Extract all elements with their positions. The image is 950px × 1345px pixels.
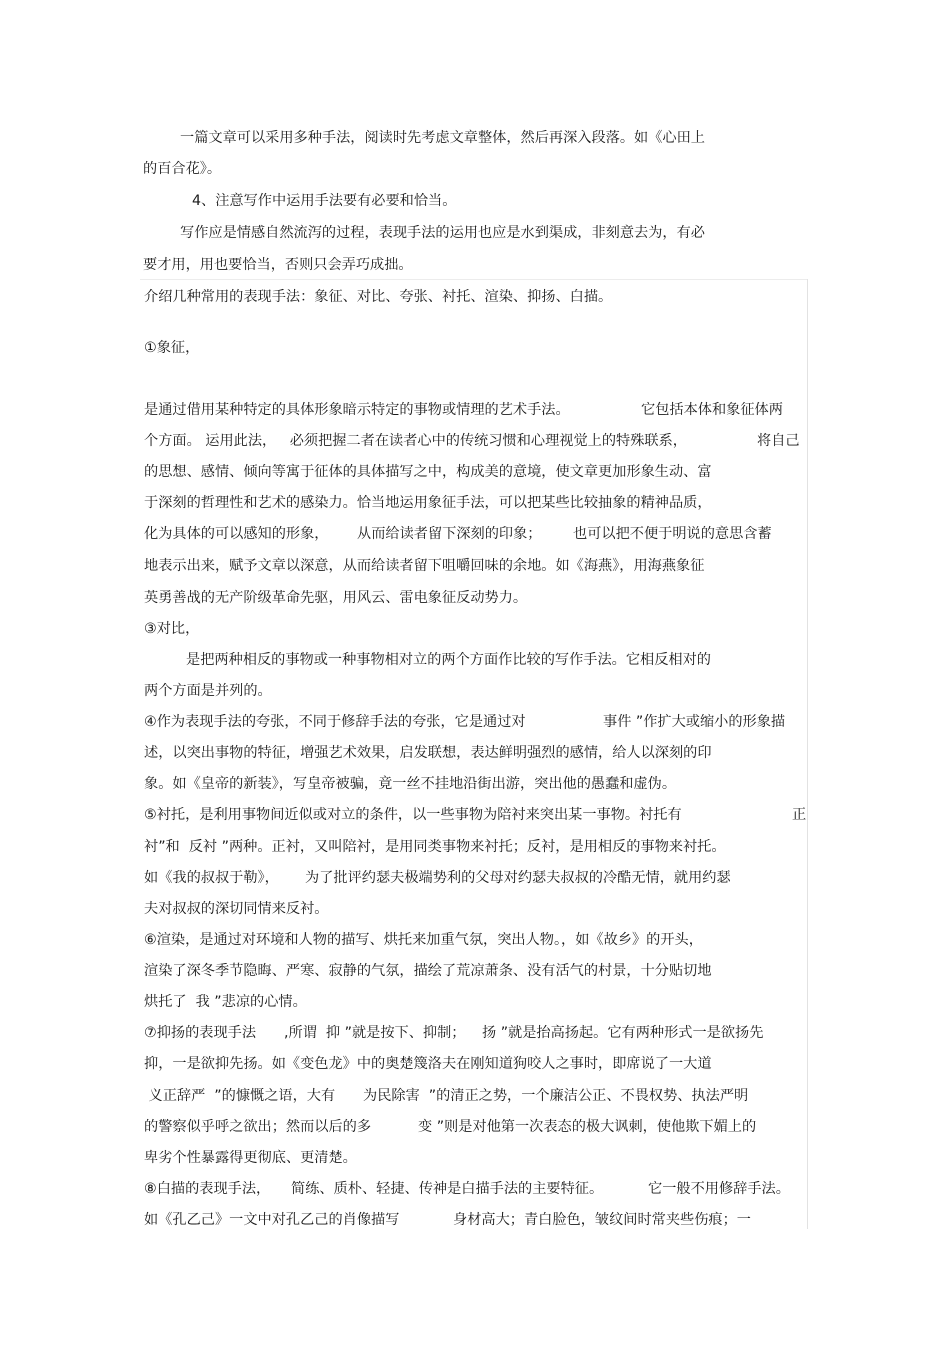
restraint-line-2: 抑，一是欲抑先扬。如《变色龙》中的奥楚篾洛夫在刚知道狗咬人之事时，即席说了一大道	[144, 1056, 712, 1072]
foil-line-3b: 为了批评约瑟夫极端势利的父母对约瑟夫叔叔的冷酷无情，就用约瑟	[305, 870, 731, 886]
paragraph-line-2: 要才用，用也要恰当，否则只会弄巧成拙。	[143, 257, 413, 273]
contrast-line-2: 两个方面是并列的。	[144, 683, 272, 699]
sketch-line-2b: 身材高大；青白脸色，皱纹间时常夹些伤痕；一	[453, 1212, 751, 1228]
rendering-line-3: 烘托了 我 ”悲凉的心情。	[144, 994, 307, 1010]
restraint-line-4b: 变 ”则是对他第一次表态的极大讽刺，使他欺下媚上的	[418, 1119, 757, 1135]
symbolism-line-2a: 个方面。 运用此法， 必须把握二者在读者心中的传统习惯和心理视觉上的特殊联系，	[144, 433, 687, 449]
sketch-line-1b: 简练、质朴、轻捷、传神是白描手法的主要特征。	[291, 1181, 604, 1197]
exaggeration-line-1b: 事件 ”作扩大或缩小的形象描	[603, 714, 786, 730]
section-heading-4: 4、注意写作中运用手法要有必要和恰当。	[192, 193, 457, 209]
box-intro-line: 介绍几种常用的表现手法：象征、对比、夸张、衬托、渲染、抑扬、白描。	[144, 289, 613, 305]
sketch-line-1c: 它一般不用修辞手法。	[648, 1181, 790, 1197]
exaggeration-line-2: 述，以突出事物的特征，增强艺术效果，启发联想，表达鲜明强烈的感情，给人以深刻的印	[144, 745, 712, 761]
intro-line-2: 的百合花》。	[143, 161, 222, 177]
symbolism-line-4: 于深刻的哲理性和艺术的感染力。恰当地运用象征手法，可以把某些比较抽象的精神品质，	[144, 495, 712, 511]
sketch-line-2a: 如《孔乙己》一文中对孔乙己的肖像描写	[144, 1212, 400, 1228]
foil-line-1a: ⑤衬托，是利用事物间近似或对立的条件，以一些事物为陪衬来突出某一事物。衬托有	[144, 807, 682, 823]
restraint-line-3a: 义正辞严 ”的慷慨之语，大有	[144, 1088, 336, 1104]
symbolism-line-6: 地表示出来，赋予文章以深意，从而给读者留下咀嚼回味的余地。如《海燕》，用海燕象征	[144, 558, 705, 574]
rendering-line-1: ⑥渲染，是通过对环境和人物的描写、烘托来加重气氛，突出人物。，如《故乡》的开头，	[144, 932, 703, 948]
box-right-border	[807, 279, 808, 1229]
heading-symbolism: ①象征，	[144, 340, 200, 356]
symbolism-line-1a: 是通过借用某种特定的具体形象暗示特定的事物或情理的艺术手法。	[144, 402, 570, 418]
symbolism-line-5c: 也可以把不便于明说的意思含蓄	[573, 526, 772, 542]
restraint-line-1a: ⑦抑扬的表现手法	[144, 1025, 257, 1041]
box-top-border	[140, 279, 808, 280]
symbolism-line-5b: 从而给读者留下深刻的印象；	[357, 526, 542, 542]
sketch-line-1a: ⑧白描的表现手法，	[144, 1181, 271, 1197]
foil-line-2: 衬”和 反衬 ”两种。正衬，又叫陪衬，是用同类事物来衬托；反衬，是用相反的事物来衬托。	[144, 839, 726, 855]
symbolism-line-1b: 它包括本体和象征体两	[641, 402, 783, 418]
paragraph-line-1: 写作应是情感自然流泻的过程，表现手法的运用也应是水到渠成，非刻意去为，有必	[180, 225, 705, 241]
foil-line-4: 夫对叔叔的深切同情来反衬。	[144, 901, 329, 917]
restraint-line-1b: ,所谓 抑 ”就是按下、抑制；	[284, 1025, 466, 1041]
exaggeration-line-3: 象。如《皇帝的新装》，写皇帝被骗，竟一丝不挂地沿街出游，突出他的愚蠢和虚伪。	[144, 776, 677, 792]
symbolism-line-2b: 将自己	[757, 433, 800, 449]
symbolism-line-3: 的思想、感情、倾向等寓于征体的具体描写之中，构成美的意境，使文章更加形象生动、富	[144, 464, 712, 480]
exaggeration-line-1a: ④作为表现手法的夸张，不同于修辞手法的夸张，它是通过对	[144, 714, 526, 730]
restraint-line-3b: 为民除害 ”的清正之势，一个廉洁公正、不畏权势、执法严明	[363, 1088, 749, 1104]
foil-line-3a: 如《我的叔叔于勒》，	[144, 870, 279, 886]
contrast-line-1: 是把两种相反的事物或一种事物相对立的两个方面作比较的写作手法。它相反相对的	[186, 652, 711, 668]
restraint-line-1c: 扬 ”就是抬高扬起。它有两种形式一是欲扬先	[482, 1025, 764, 1041]
symbolism-line-5a: 化为具体的可以感知的形象，	[144, 526, 329, 542]
foil-line-1b: 正	[792, 807, 807, 823]
heading-contrast: ③对比，	[144, 621, 200, 637]
intro-line-1: 一篇文章可以采用多种手法，阅读时先考虑文章整体，然后再深入段落。如《心田上	[180, 130, 705, 146]
restraint-line-5: 卑劣个性暴露得更彻底、更清楚。	[144, 1150, 357, 1166]
restraint-line-4a: 的警察似乎呼之欲出；然而以后的多	[144, 1119, 372, 1135]
rendering-line-2: 渲染了深冬季节隐晦、严寒、寂静的气氛，描绘了荒凉萧条、没有活气的村景，十分贴切地	[144, 963, 712, 979]
symbolism-line-7: 英勇善战的无产阶级革命先驱，用风云、雷电象征反动势力。	[144, 590, 528, 606]
